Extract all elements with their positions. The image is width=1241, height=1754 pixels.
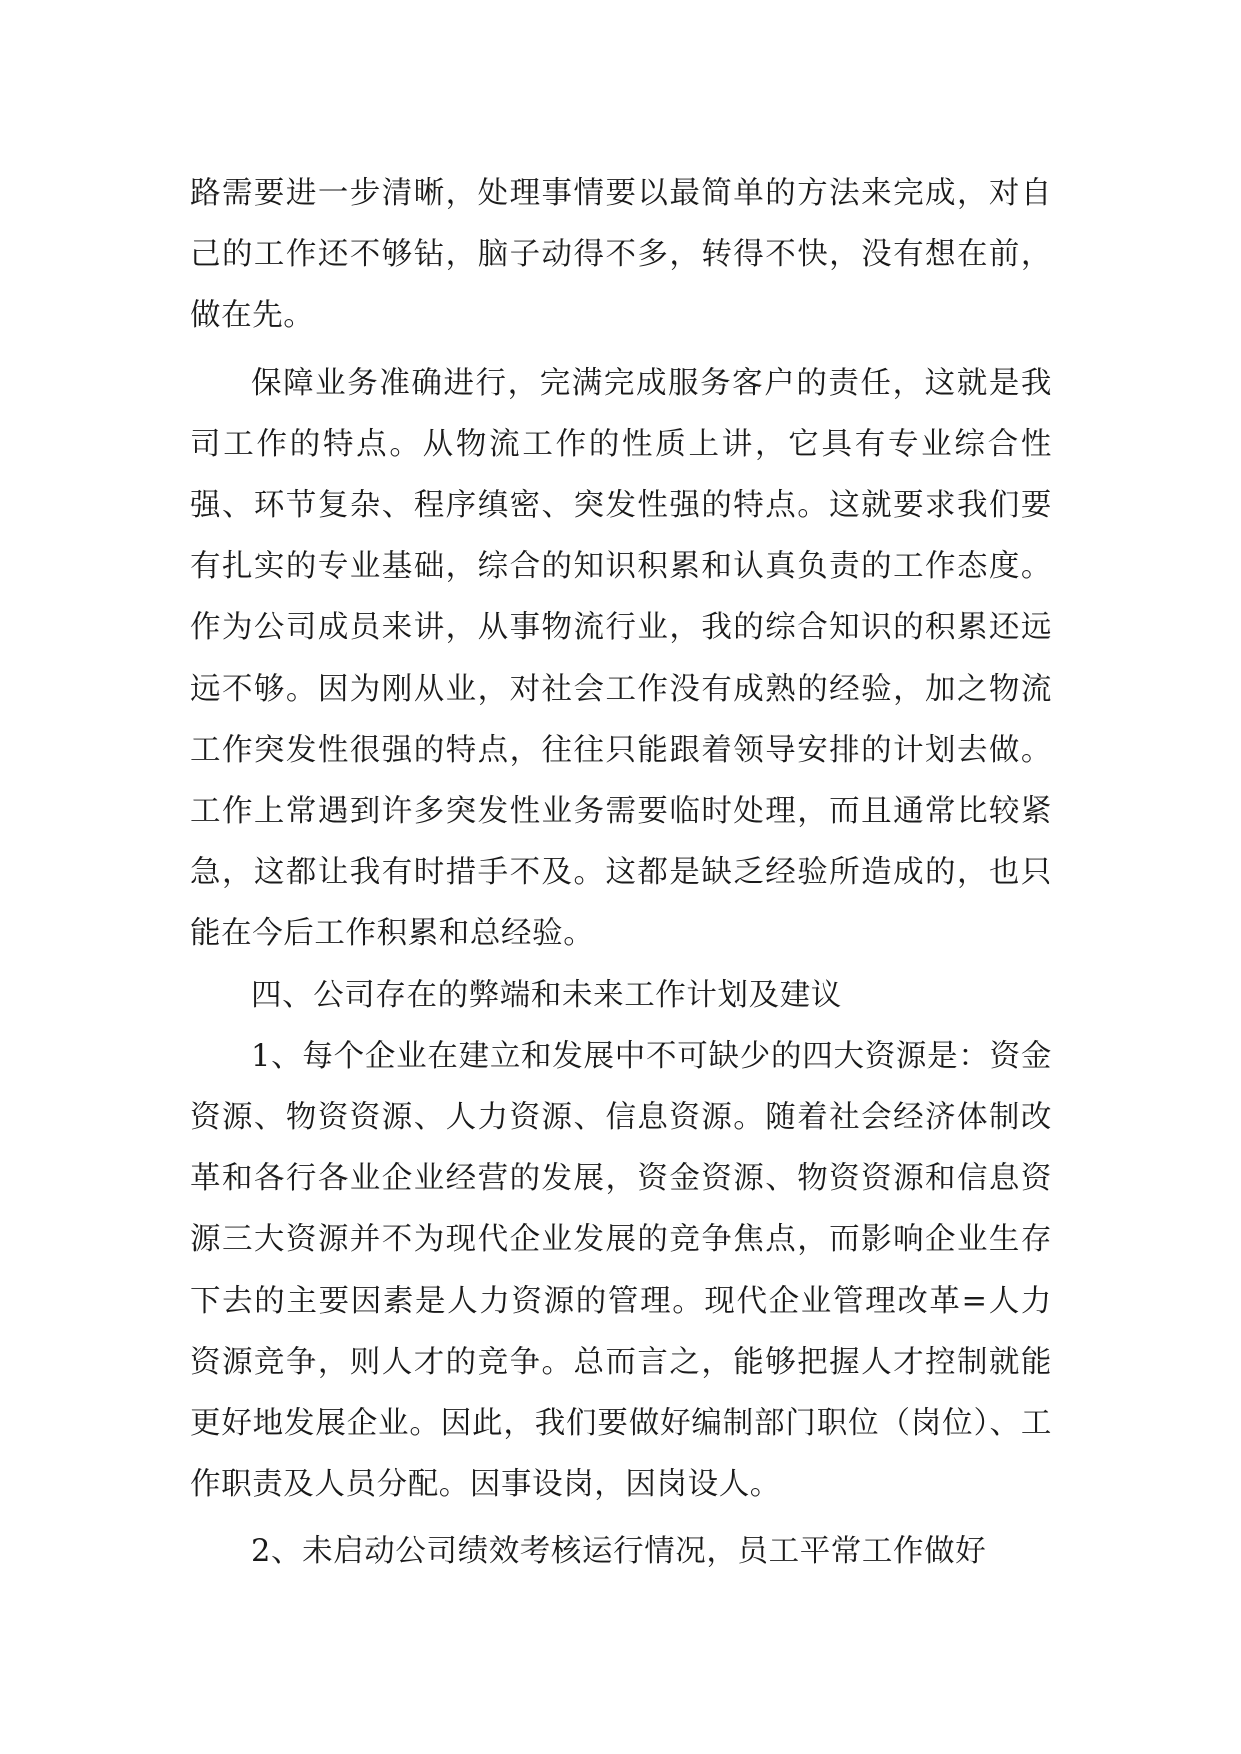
paragraph-item-2: 2、未启动公司绩效考核运行情况，员工平常工作做好 [251, 1534, 987, 1570]
section-heading: 四、公司存在的弊端和未来工作计划及建议 [251, 977, 842, 1013]
paragraph-work-characteristics: 保障业务准确进行，完满完成服务客户的责任，这就是我司工作的特点。从物流工作的性质上讲，它具有专业综合性强、环节复杂、程序缜密、突发性强的特点。这就要求我们要有扎实的专业基础，综合的知识积累和认真负责的工作态度。作为公司成员来讲，从事物流行业，我的综合知识的积累还远远不够。因为刚从业，对社会工作没有成熟的经验，加之物流工作突发性很强的特点，往往只能跟着领导安排的计划去做。工作上常遇到许多突发性业务需要临时处理，而且通常比较紧急，这都让我有时措手不及。这都是缺乏经验所造成的，也只能在今后工作积累和总经验。 [190, 365, 1052, 952]
document-body [190, 163, 1052, 1583]
paragraph-item-1: 1、每个企业在建立和发展中不可缺少的四大资源是：资金资源、物资资源、人力资源、信息资源。随着社会经济体制改革和各行各业企业经营的发展，资金资源、物资资源和信息资源三大资源并不为现代企业发展的竞争焦点，而影响企业生存下去的主要因素是人力资源的管理。现代企业管理改革=人力资源竞争，则人才的竞争。总而言之，能够把握人才控制就能更好地发展企业。因此，我们要做好编制部门职位（岗位）、工作职责及人员分配。因事设岗，因岗设人。 [190, 1038, 1052, 1503]
paragraph-continuation: 路需要进一步清晰，处理事情要以最简单的方法来完成，对自己的工作还不够钻，脑子动得不多，转得不快，没有想在前，做在先。 [190, 176, 1052, 334]
